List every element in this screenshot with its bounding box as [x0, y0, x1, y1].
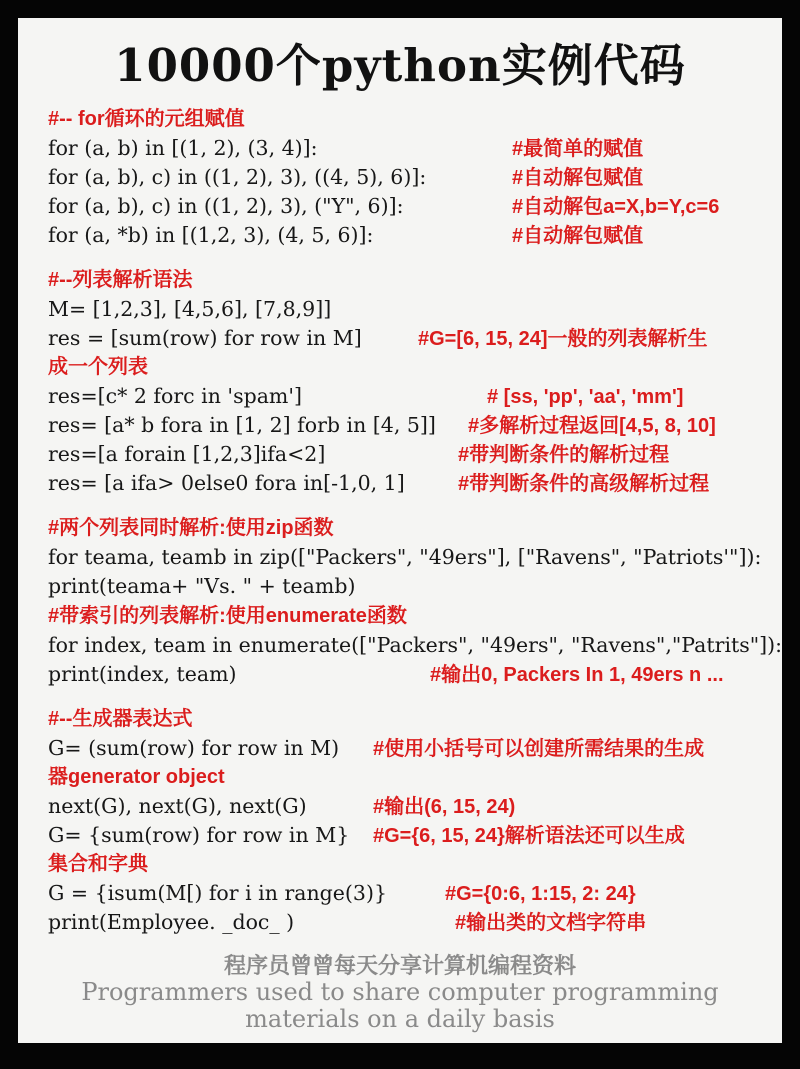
comment-text: #G=[6, 15, 24]一般的列表解析生	[418, 328, 708, 350]
code-line	[48, 163, 752, 192]
comment-text: #多解析过程返回[4,5, 8, 10]	[468, 415, 716, 437]
code-text: print(index, team)	[48, 662, 237, 686]
code-line	[48, 411, 752, 440]
footer-english-line-1: Programmers used to share computer programming	[81, 978, 719, 1006]
comment-text: #最简单的赋值	[512, 138, 644, 160]
section-for-loop-tuple	[48, 104, 752, 250]
comment-text: 器generator object	[48, 766, 225, 788]
footer-english-line-2: materials on a daily basis	[245, 1005, 555, 1033]
code-text: res= [a* b fora in [1, 2] forb in [4, 5]]	[48, 413, 436, 437]
comment-text: #自动解包赋值	[512, 225, 644, 247]
comment-text: #自动解包a=X,b=Y,c=6	[512, 196, 720, 218]
comment-text: #自动解包赋值	[512, 167, 644, 189]
section-heading: #--生成器表达式	[48, 708, 193, 730]
comment-text: #使用小括号可以创建所需结果的生成	[373, 738, 705, 760]
comment-text: # [ss, 'pp', 'aa', 'mm']	[487, 386, 684, 408]
code-text: res= [a ifa> 0else0 fora in[-1,0, 1]	[48, 471, 405, 495]
code-line	[48, 295, 752, 324]
comment-text: #输出类的文档字符串	[455, 912, 647, 934]
comment-text: #带判断条件的解析过程	[458, 444, 670, 466]
code-line	[48, 734, 752, 763]
footer	[18, 952, 782, 1033]
section-heading: #--列表解析语法	[48, 269, 193, 291]
section-enumerate	[48, 601, 782, 689]
code-text: res=[c* 2 forc in 'spam']	[48, 384, 303, 408]
section-heading: #-- for循环的元组赋值	[48, 108, 245, 130]
code-text: for teama, teamb in zip(["Packers", "49ers"], ["Ravens", "Patriots'"]):	[48, 545, 762, 569]
comment-text: 集合和字典	[48, 853, 148, 875]
code-text: G= (sum(row) for row in M)	[48, 736, 340, 760]
section-generator	[48, 704, 752, 937]
comment-text: #G={6, 15, 24}解析语法还可以生成	[373, 825, 685, 847]
code-text: print(Employee. _doc_ )	[48, 910, 295, 934]
code-text: for (a, b) in [(1, 2), (3, 4)]:	[48, 136, 318, 160]
comment-continuation-line	[48, 850, 752, 879]
code-line	[48, 192, 752, 221]
code-text: res=[a forain [1,2,3]ifa<2]	[48, 442, 326, 466]
comment-text: #G={0:6, 1:15, 2: 24}	[445, 883, 636, 905]
code-text: print(teama+ "Vs. " + teamb)	[48, 574, 356, 598]
code-line	[48, 134, 752, 163]
code-line	[48, 440, 752, 469]
code-line	[48, 221, 752, 250]
section-list-comprehension	[48, 265, 752, 498]
code-text: res = [sum(row) for row in M]	[48, 326, 362, 350]
code-line	[48, 543, 762, 572]
code-content	[18, 104, 782, 937]
section-heading: #带索引的列表解析:使用enumerate函数	[48, 605, 407, 627]
code-line	[48, 469, 752, 498]
code-line	[48, 324, 752, 353]
code-text: next(G), next(G), next(G)	[48, 794, 307, 818]
code-line	[48, 631, 782, 660]
code-text: G = {isum(M[) for i in range(3)}	[48, 881, 388, 905]
code-line	[48, 792, 752, 821]
comment-text: #输出(6, 15, 24)	[373, 796, 516, 818]
code-text: for (a, *b) in [(1,2, 3), (4, 5, 6)]:	[48, 223, 374, 247]
comment-continuation-line	[48, 353, 752, 382]
code-line	[48, 382, 752, 411]
code-text: for index, team in enumerate(["Packers", "49ers", "Ravens","Patrits"]):	[48, 633, 782, 657]
code-text: for (a, b), c) in ((1, 2), 3), ((4, 5), 6)]:	[48, 165, 427, 189]
comment-continuation-line	[48, 763, 752, 792]
page-title: 10000个python实例代码	[114, 39, 686, 92]
footer-chinese-line: 程序员曾曾每天分享计算机编程资料	[223, 953, 576, 978]
comment-text: 成一个列表	[48, 356, 148, 378]
section-zip	[48, 513, 762, 601]
code-line	[48, 879, 752, 908]
code-text: M= [1,2,3], [4,5,6], [7,8,9]]	[48, 297, 332, 321]
code-line	[48, 660, 752, 689]
comment-text: #输出0, Packers In 1, 49ers n ...	[430, 664, 724, 686]
code-text: G= {sum(row) for row in M}	[48, 823, 350, 847]
section-heading: #两个列表同时解析:使用zip函数	[48, 517, 334, 539]
code-line	[48, 572, 752, 601]
code-line	[48, 821, 752, 850]
code-text: for (a, b), c) in ((1, 2), 3), ("Y", 6)]:	[48, 194, 404, 218]
comment-text: #带判断条件的高级解析过程	[458, 473, 710, 495]
code-line	[48, 908, 752, 937]
poster-page	[18, 18, 782, 1043]
